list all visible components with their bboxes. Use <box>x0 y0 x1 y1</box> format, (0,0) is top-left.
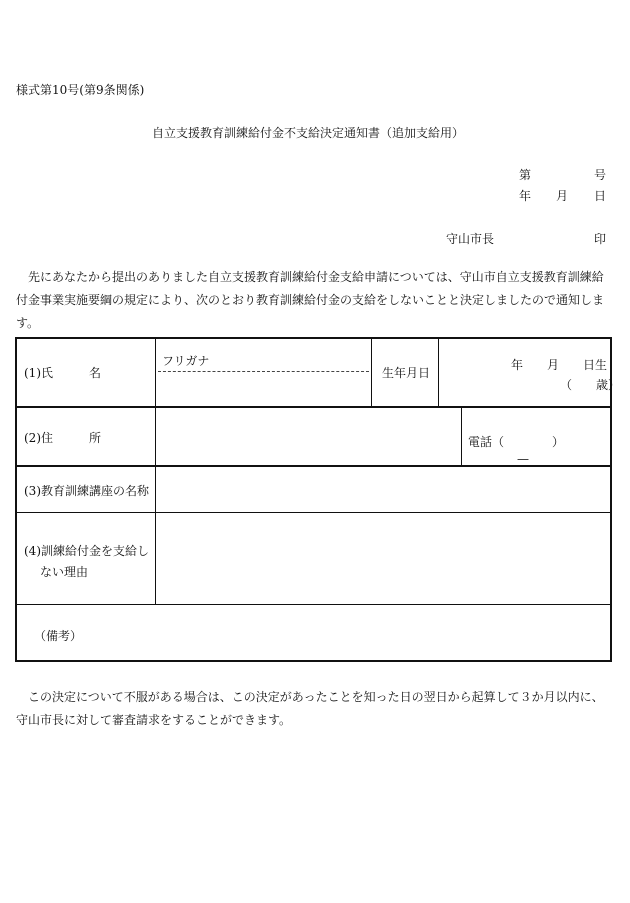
ref-dai: 第 <box>519 168 532 182</box>
date-day: 日 <box>594 189 607 203</box>
intro-paragraph <box>16 266 614 335</box>
col-divider <box>155 337 156 605</box>
info-table <box>15 337 612 662</box>
issuer-name: 守山市長 <box>446 232 495 246</box>
footer-paragraph <box>16 686 614 732</box>
date-month: 月 <box>556 189 569 203</box>
col-divider <box>438 337 439 407</box>
furigana-label: フリガナ <box>162 354 210 368</box>
course-label: (3)教育訓練講座の名称 <box>24 484 149 498</box>
address-label: (2)住 所 <box>24 431 101 445</box>
reason-label: (4)訓練給付金を支給し <box>24 544 149 558</box>
birth-label: 生年月日 <box>382 366 431 380</box>
issuer-seal: 印 <box>594 232 607 246</box>
intro-line: す。 <box>16 316 40 330</box>
ref-go: 号 <box>594 168 607 182</box>
date-year: 年 <box>519 189 532 203</box>
footer-line: この決定について不服がある場合は、この決定があったことを知った日の翌日から起算して３か月以内に、 <box>28 690 604 704</box>
name-label: (1)氏 名 <box>24 366 101 380</box>
age-value: （ 歳） <box>560 378 621 392</box>
reason-label-2: ない理由 <box>40 565 89 579</box>
phone-label: 電話（ ） <box>468 435 565 449</box>
row-divider <box>15 406 612 408</box>
intro-line: 先にあなたから提出のありました自立支援教育訓練給付金支給申請については、守山市自立支援教育訓練給 <box>28 270 604 284</box>
document-title: 自立支援教育訓練給付金不支給決定通知書（追加支給用） <box>152 126 465 140</box>
furigana-divider <box>158 371 369 372</box>
col-divider <box>461 407 462 466</box>
phone-dash: — <box>517 452 529 466</box>
col-divider <box>371 337 372 407</box>
form-number: 様式第10号(第9条関係) <box>16 83 145 97</box>
birth-date-value: 年 月 日生 <box>511 358 608 372</box>
remarks-label: （備考） <box>34 629 83 643</box>
intro-line: 付金事業実施要綱の規定により、次のとおり教育訓練給付金の支給をしないことと決定しましたので通知しま <box>16 293 605 307</box>
footer-line: 守山市長に対して審査請求をすることができます。 <box>16 713 292 727</box>
row-divider <box>15 512 612 513</box>
row-divider <box>15 604 612 605</box>
